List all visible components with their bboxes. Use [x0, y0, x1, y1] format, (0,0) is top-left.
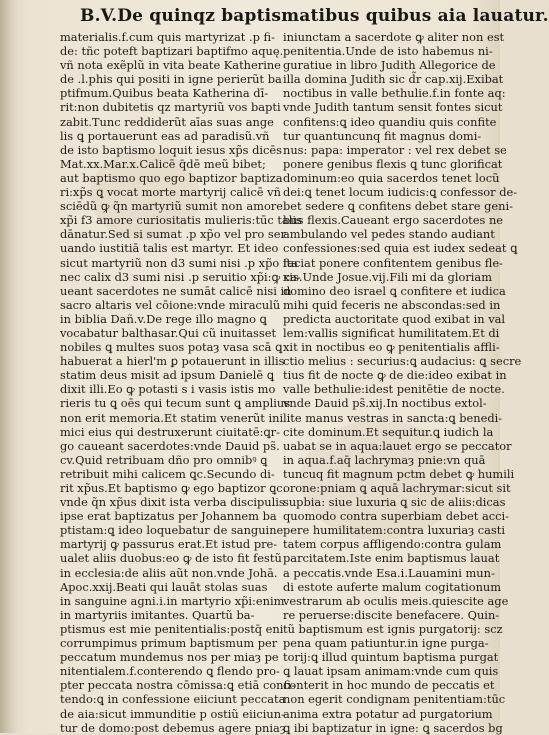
- text-line: dei:ꝗ tenet locum iudicis:ꝗ confessor de-: [283, 185, 518, 200]
- text-line: habuerat a hierl'm ꝑ potauerunt in illis: [60, 354, 285, 369]
- text-line: ambulando vel pedes stando audiant: [283, 227, 495, 242]
- text-line: lis ꝗ portauerunt eas ad paradisũ.vñ: [60, 128, 270, 143]
- text-line: aut baptismo quo ego baptizor baptiza: [60, 170, 283, 185]
- text-line: uando iustitiā talis est martyr. Et ideo: [60, 241, 279, 256]
- text-line: de: tñc poteft baptizari baptifmo aquę.: [60, 44, 284, 59]
- text-line: ueant sacerdotes ne sumāt calicē nisi in: [60, 283, 292, 298]
- text-line: nobiles ꝗ multes suos potaȝ vasa scā ꝗ: [60, 340, 283, 355]
- text-line: martyrij ꝙ passurus erat.Et istud pre-: [60, 537, 278, 552]
- text-line: di estote auferte malum cogitationum: [283, 579, 502, 594]
- text-line: ptifmum.Quibus beata Katherina dī-: [60, 86, 269, 101]
- text-line: a peccatis.vnde Esa.i.Lauamini mun-: [283, 565, 495, 580]
- text-line: xit in noctibus eo ꝙ penitentialis affli-: [283, 340, 500, 355]
- text-line: xp̃i f3 amore curiositatis mulieris:tūc talis: [60, 213, 302, 228]
- text-line: rieris tu ꝗ oēs qui tecum sunt ꝗ amplius: [60, 396, 291, 411]
- text-line: de isto baptismo loquit iesus xp̃s dicēs: [60, 142, 283, 157]
- text-line: iniunctam a sacerdote ꝙ aliter non est: [283, 30, 505, 44]
- text-line: sicut martyriũ non d3 sumi nisi .p xp̃o ita: [60, 255, 298, 270]
- text-line: ptistam:ꝗ ideo loquebatur de sanguine: [60, 523, 284, 538]
- text-line: de .l.phis qui positi in igne perierũt ba: [60, 72, 282, 87]
- text-line: ualet aliis duobus:eo ꝙ de isto fit festũ: [60, 551, 282, 566]
- text-line: cite dominum.Et sequitur.ꝗ iudich la: [283, 424, 494, 439]
- text-line: penitentia.Unde de isto habemus ni-: [283, 44, 493, 59]
- text-line: ipse erat baptizatus per Johannem ba: [60, 509, 277, 524]
- text-line: in martyriis imitantes. Quartũ ba-: [60, 607, 255, 622]
- text-line: in aqua.f.aq̄ lachrymaȝ pnie:vn quā: [283, 452, 486, 467]
- text-line: rit xp̃us.Et baptismo ꝙ ego baptizor ꝗc.: [60, 481, 287, 495]
- text-line: anima extra potatur ad purgatorium: [283, 706, 493, 721]
- text-line: tur quantuncunq fit magnus domi-: [283, 128, 482, 143]
- text-line: confessiones:sed quia est iudex sedeat ꝗ: [283, 241, 518, 256]
- text-line: quomodo contra superbiam debet acci-: [283, 509, 510, 524]
- text-line: in ecclesia:de aliis aũt non.vnde Johā.: [60, 565, 278, 580]
- text-line: dixit illi.Eo ꝙ potasti s i vasis istis mo: [60, 382, 276, 397]
- text-line: vnde Dauid ps̃.xij.In noctibus extol-: [283, 396, 487, 411]
- text-line: cv.Quid retribuam dño pro omnibꝰ ꝗ: [60, 452, 268, 467]
- text-line: rit:non dubitetis qz martyriũ vos bapti: [60, 100, 281, 115]
- text-line: mici eius qui destruxerunt ciuitatē:ꝗr-: [60, 424, 280, 439]
- text-line: ptismus est mie penitentialis:postq̄ eni: [60, 621, 284, 636]
- text-line: domino deo israel ꝗ confitere et iudica: [283, 283, 506, 298]
- text-line: vñ nota exẽplũ in vita beate Katherine: [60, 58, 281, 73]
- running-header: B.V.De quinqz baptismatibus quibus aia lauatur.: [80, 6, 549, 26]
- text-line: nec calix d3 sumi nisi .p seruitio xp̃i:ꝙ ca-: [60, 269, 301, 284]
- text-line: corrumpimus primum baptismum per: [60, 636, 278, 651]
- text-line: zabit.Tunc reddiderũt aīas suas ange: [60, 114, 274, 129]
- text-line: lite manus vestras in sancta:ꝗ benedi-: [283, 410, 503, 425]
- text-line: tur de domo:post debemus agere pniaȝ: [60, 720, 286, 735]
- text-line: tendo:ꝗ in confessione eiiciunt peccata: [60, 692, 286, 707]
- text-line: ꝗ lauat ipsam animam:vnde cum quis: [283, 664, 499, 679]
- text-line: illa domina Judith sic d̃r cap.xij.Exibat: [283, 72, 504, 87]
- text-line: ctio melius : securius:ꝗ audacius: ꝗ secre: [283, 354, 522, 369]
- text-line: nitentialem.f.conterendo ꝗ flendo pro-: [60, 664, 280, 679]
- text-line: Mat.xx.Mar.x.Calicē q̄dē meũ bibet;: [60, 156, 266, 171]
- text-line: vocabatur balthasar.Qui cũ inuitasset: [60, 325, 277, 340]
- text-line: dominum:eo quia sacerdos tenet locũ: [283, 170, 500, 185]
- text-line: lem:vallis significat humilitatem.Et di: [283, 325, 500, 340]
- text-line: Apoc.xxij.Beati qui lauāt stolas suas: [60, 579, 268, 594]
- text-line: uabat se in aqua:lauet ergo se peccator: [283, 438, 512, 453]
- text-line: faciat ponere confitentem genibus fle-: [283, 255, 503, 270]
- text-line: in biblia Dañ.v.De rege illo magno ꝗ: [60, 311, 267, 326]
- text-line: peccatum mundemus nos per miaȝ pe: [60, 650, 279, 665]
- text-line: orone:pniam ꝗ aquā lachrymar:sicut sit: [283, 481, 511, 495]
- text-line: sciēdũ ꝙ q̃n martyriũ sumit non amore: [60, 199, 283, 214]
- text-line: confitens:ꝗ ideo quandiu quis confite: [283, 114, 497, 129]
- text-line: mihi quid feceris ne abscondas:sed in: [283, 297, 501, 312]
- text-line: nus: papa: imperator : vel rex debet se: [283, 142, 507, 157]
- text-line: bet sedere ꝗ confitens debet stare geni-: [283, 199, 513, 214]
- text-line: pter peccata nostra cōmissa:ꝗ etiā confi-: [60, 678, 295, 693]
- text-line: tuncuq fit magnum pctm debet ꝙ humili: [283, 466, 515, 481]
- text-line: vnde Judith tantum sensit fontes sicut: [283, 100, 503, 115]
- text-line: tius fit de nocte ꝙ de die:ideo exibat in: [283, 368, 507, 383]
- text-line: ponere genibus flexis ꝗ tunc glorificat: [283, 156, 503, 171]
- text-line: ꝗ ibi baptizatur in igne: ꝗ sacerdos bg: [283, 720, 503, 735]
- text-line: predicta auctoritate quod exibat in val: [283, 311, 506, 326]
- text-line: retribuit mihi calicem ꝗc.Secundo di-: [60, 466, 275, 481]
- text-line: xis.Unde Josue.vij.Fili mi da gloriam: [283, 269, 493, 284]
- text-line: pere humilitatem:contra luxuriaȝ casti: [283, 523, 505, 538]
- text-line: go caueant sacerdotes:vnde Dauid ps̃.: [60, 438, 280, 453]
- text-line: pena quam patiuntur.in igne purga-: [283, 636, 489, 651]
- text-line: materialis.f.cum quis martyrizat .p fi-: [60, 30, 275, 44]
- text-line: non egerit condignam penitentiam:tūc: [283, 692, 506, 707]
- text-line: in sanguine agni.i.in martyrio xp̃i:enim: [60, 593, 285, 608]
- text-column-right: [283, 30, 522, 735]
- text-line: sacro altaris vel cōione:vnde miraculũ: [60, 297, 281, 312]
- text-line: vnde q̃n xp̃us dixit ista verba discipulis: [60, 495, 285, 510]
- text-line: vestrarum ab oculis meis.quiescite age: [283, 593, 509, 608]
- text-line: dānatur.Sed si sumat .p xp̃o vel pro ser: [60, 227, 286, 242]
- text-line: torij:ꝗ illud quintum baptisma purgat: [283, 650, 499, 665]
- text-line: valle bethulie:idest penitētie de nocte.: [283, 382, 505, 397]
- text-line: tũ baptismum est ignis purgatorij: scz: [283, 621, 503, 636]
- text-line: conterit in hoc mundo de peccatis et: [283, 678, 495, 693]
- text-line: de aia:sicut immunditie p ostiũ eiiciun-: [60, 706, 285, 721]
- text-line: ri:xp̃s ꝗ vocat morte martyrij calicē vñ: [60, 185, 281, 200]
- text-line: guratiue in libro Judith Allegorice de: [283, 58, 496, 73]
- text-column-left: [60, 30, 302, 735]
- text-line: noctibus in valle bethulie.f.in fonte aq:: [283, 86, 506, 101]
- text-line: re peruerse:discite benefacere. Quin-: [283, 607, 500, 622]
- text-line: statim deus misit ad ipsum Danielē ꝗ: [60, 368, 274, 383]
- text-line: supbia: siue luxuria ꝗ sic de aliis:dicas: [283, 495, 506, 510]
- text-line: parcitatem.Iste enim baptismus lauat: [283, 551, 500, 566]
- text-line: tatem corpus affligendo:contra gulam: [283, 537, 502, 552]
- text-line: non erit memoria.Et statim venerũt ini: [60, 410, 284, 425]
- text-line: bus flexis.Caueant ergo sacerdotes ne: [283, 213, 504, 228]
- page-gutter: [0, 0, 18, 733]
